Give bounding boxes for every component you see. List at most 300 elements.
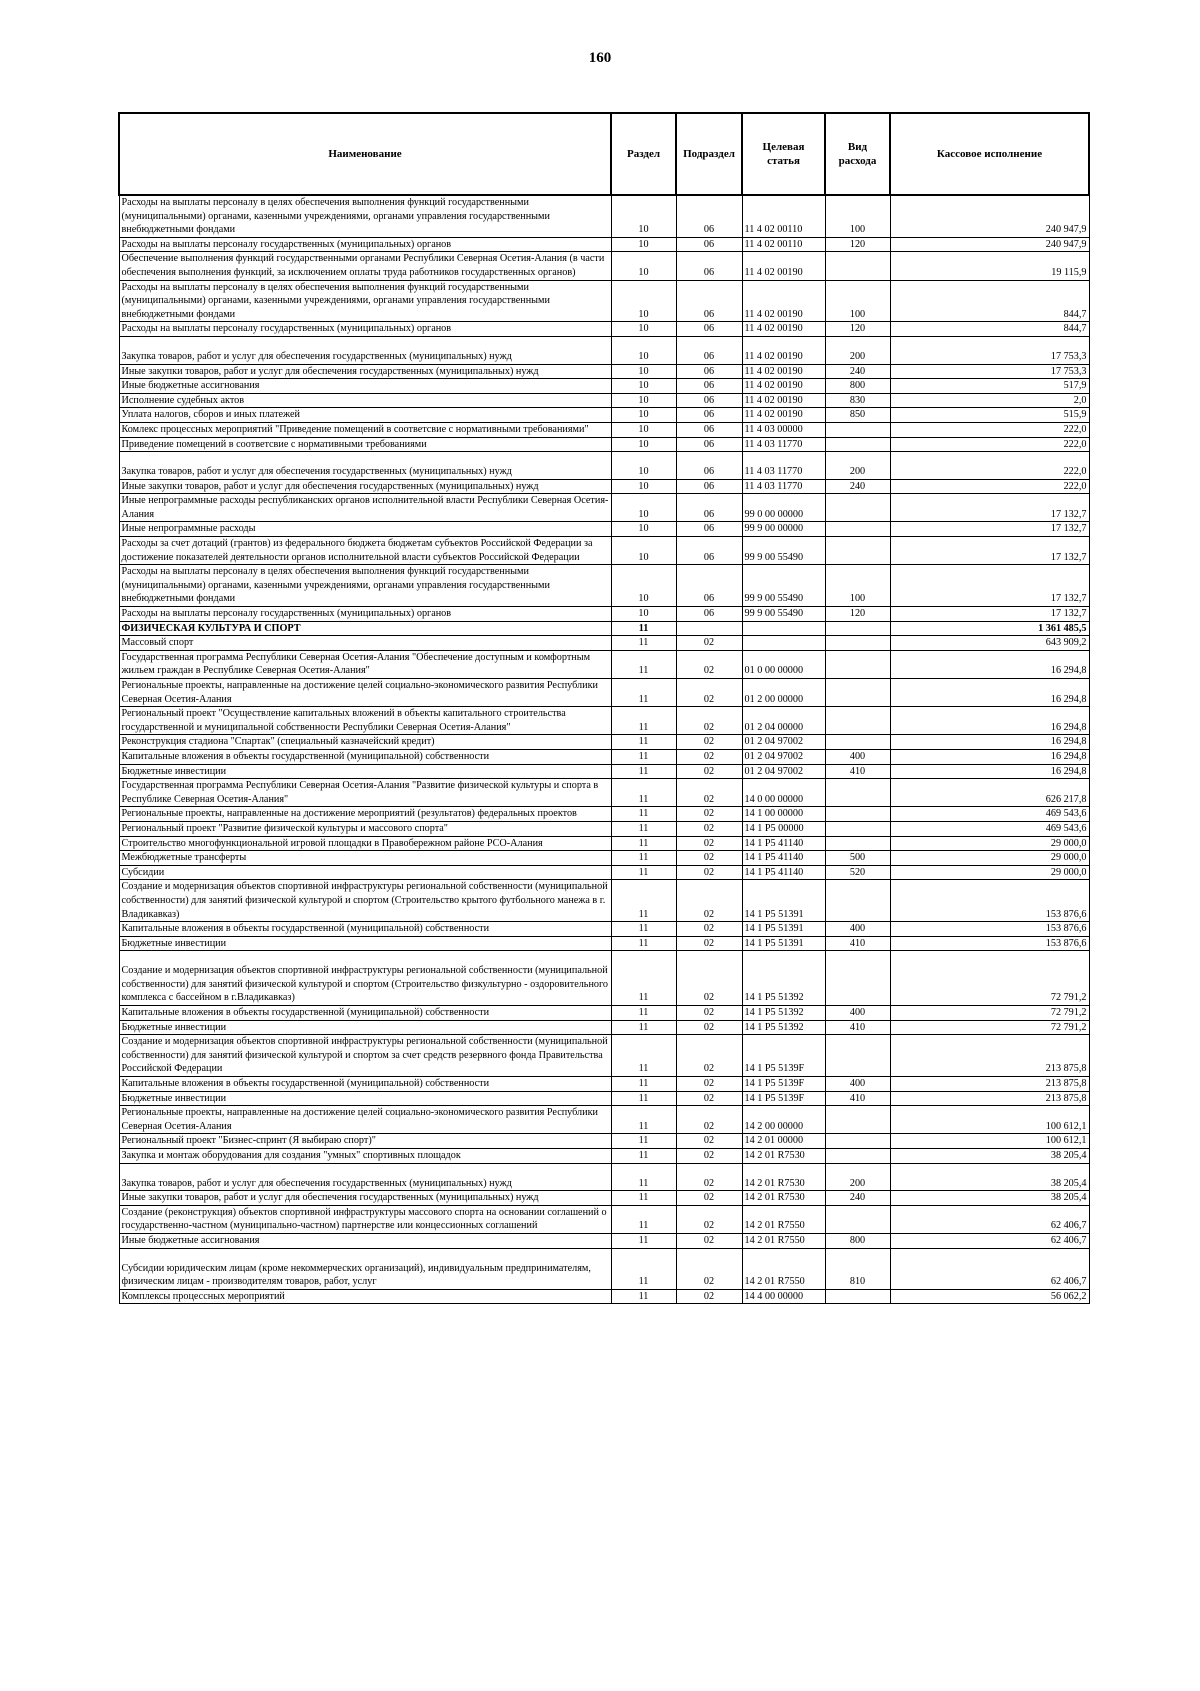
table-row (119, 836, 1089, 851)
row-expense-type: 800 (825, 1233, 890, 1248)
table-row (119, 851, 1089, 866)
row-expense-type: 240 (825, 364, 890, 379)
row-expense-type (825, 537, 890, 565)
table-row (119, 951, 1089, 1006)
row-section: 11 (611, 851, 676, 866)
row-amount: 469 543,6 (890, 807, 1089, 822)
row-amount: 17 132,7 (890, 494, 1089, 522)
row-section: 11 (611, 1077, 676, 1092)
row-section: 10 (611, 280, 676, 322)
row-amount: 16 294,8 (890, 707, 1089, 735)
row-target: 11 4 03 00000 (742, 422, 825, 437)
row-target: 11 4 02 00190 (742, 280, 825, 322)
row-expense-type (825, 836, 890, 851)
row-section: 11 (611, 1106, 676, 1134)
table-row (119, 707, 1089, 735)
row-amount: 16 294,8 (890, 764, 1089, 779)
row-name: Расходы на выплаты персоналу государственных (муниципальных) органов (119, 322, 611, 337)
header-subsection: Подраздел (676, 113, 742, 195)
row-section: 10 (611, 336, 676, 364)
row-expense-type (825, 650, 890, 678)
row-name: Комлекс процессных мероприятий "Приведение помещений в соответсвие с нормативными требованиями" (119, 422, 611, 437)
row-name: Капитальные вложения в объекты государственной (муниципальной) собственности (119, 749, 611, 764)
row-amount: 19 115,9 (890, 252, 1089, 280)
row-subsection: 02 (676, 1233, 742, 1248)
row-name: Расходы за счет дотаций (грантов) из федерального бюджета бюджетам субъектов Российской Федерации за достижение показателей деятельности органов исполнительной власти субъектов Российской Федерации (119, 537, 611, 565)
row-target: 11 4 02 00190 (742, 252, 825, 280)
row-amount: 38 205,4 (890, 1149, 1089, 1164)
row-subsection: 02 (676, 922, 742, 937)
row-expense-type: 120 (825, 322, 890, 337)
table-row (119, 922, 1089, 937)
row-section: 11 (611, 1149, 676, 1164)
row-target: 14 1 P5 51391 (742, 922, 825, 937)
row-subsection (676, 621, 742, 636)
row-target: 14 1 P5 5139F (742, 1035, 825, 1077)
row-subsection: 02 (676, 951, 742, 1006)
row-amount: 17 132,7 (890, 537, 1089, 565)
row-name: Межбюджетные трансферты (119, 851, 611, 866)
header-row (119, 113, 1089, 195)
row-name: Иные закупки товаров, работ и услуг для обеспечения государственных (муниципальных) нужд (119, 479, 611, 494)
row-section: 11 (611, 1289, 676, 1304)
row-expense-type (825, 522, 890, 537)
row-amount: 240 947,9 (890, 237, 1089, 252)
row-expense-type (825, 821, 890, 836)
row-target: 14 2 01 R7550 (742, 1205, 825, 1233)
row-name: Иные бюджетные ассигнования (119, 1233, 611, 1248)
table-row (119, 1006, 1089, 1021)
row-name: Региональные проекты, направленные на достижение целей социально-экономического развития Республики Северная Осетия-Алания (119, 679, 611, 707)
row-section: 10 (611, 252, 676, 280)
row-name: Региональный проект "Развитие физической культуры и массового спорта" (119, 821, 611, 836)
table-row (119, 237, 1089, 252)
row-section: 11 (611, 650, 676, 678)
row-target: 01 2 04 97002 (742, 764, 825, 779)
table-row (119, 437, 1089, 452)
row-amount: 56 062,2 (890, 1289, 1089, 1304)
row-target: 14 2 01 R7530 (742, 1163, 825, 1191)
table-row (119, 865, 1089, 880)
row-target: 14 1 00 00000 (742, 807, 825, 822)
header-target: Целевая статья (742, 113, 825, 195)
table-row (119, 1091, 1089, 1106)
header-section: Раздел (611, 113, 676, 195)
row-amount: 222,0 (890, 479, 1089, 494)
row-name: Региональные проекты, направленные на достижение целей социально-экономического развития Республики Северная Осетия-Алания (119, 1106, 611, 1134)
row-target: 14 1 P5 51392 (742, 1006, 825, 1021)
table-row (119, 522, 1089, 537)
row-subsection: 06 (676, 607, 742, 622)
row-amount: 213 875,8 (890, 1091, 1089, 1106)
row-amount: 17 753,3 (890, 336, 1089, 364)
table-body (119, 195, 1089, 1304)
row-section: 10 (611, 364, 676, 379)
row-expense-type: 500 (825, 851, 890, 866)
row-section: 10 (611, 322, 676, 337)
row-expense-type: 200 (825, 336, 890, 364)
row-name: Бюджетные инвестиции (119, 1091, 611, 1106)
row-target: 11 4 02 00190 (742, 364, 825, 379)
row-amount: 240 947,9 (890, 195, 1089, 237)
row-amount: 153 876,6 (890, 922, 1089, 937)
row-expense-type: 100 (825, 565, 890, 607)
row-amount: 222,0 (890, 437, 1089, 452)
header-name: Наименование (119, 113, 611, 195)
row-amount: 29 000,0 (890, 865, 1089, 880)
row-amount: 844,7 (890, 280, 1089, 322)
row-subsection: 02 (676, 679, 742, 707)
row-name: Иные закупки товаров, работ и услуг для обеспечения государственных (муниципальных) нужд (119, 364, 611, 379)
row-amount: 100 612,1 (890, 1106, 1089, 1134)
row-name: Закупка и монтаж оборудования для создания "умных" спортивных площадок (119, 1149, 611, 1164)
table-row (119, 1233, 1089, 1248)
row-target: 14 4 00 00000 (742, 1289, 825, 1304)
row-target: 01 2 00 00000 (742, 679, 825, 707)
row-expense-type: 850 (825, 408, 890, 423)
table-row (119, 494, 1089, 522)
row-section: 11 (611, 621, 676, 636)
row-subsection: 06 (676, 437, 742, 452)
table-row (119, 1134, 1089, 1149)
row-name: Бюджетные инвестиции (119, 1020, 611, 1035)
row-target: 14 1 P5 41140 (742, 836, 825, 851)
row-expense-type (825, 807, 890, 822)
row-expense-type: 410 (825, 1091, 890, 1106)
row-subsection: 02 (676, 1149, 742, 1164)
row-name: Бюджетные инвестиции (119, 936, 611, 951)
row-target: 99 9 00 55490 (742, 537, 825, 565)
table-row (119, 1248, 1089, 1289)
row-name: Строительство многофункциональной игровой площадки в Правобережном районе РСО-Алания (119, 836, 611, 851)
row-section: 10 (611, 494, 676, 522)
row-amount: 38 205,4 (890, 1191, 1089, 1206)
header-expense-type: Вид расхода (825, 113, 890, 195)
row-expense-type (825, 1149, 890, 1164)
row-amount: 17 753,3 (890, 364, 1089, 379)
row-expense-type (825, 422, 890, 437)
table-row (119, 636, 1089, 651)
row-expense-type: 400 (825, 749, 890, 764)
row-section: 10 (611, 452, 676, 480)
row-amount: 62 406,7 (890, 1233, 1089, 1248)
row-name: Капитальные вложения в объекты государственной (муниципальной) собственности (119, 1077, 611, 1092)
row-target: 14 2 01 R7550 (742, 1233, 825, 1248)
row-target: 11 4 03 11770 (742, 452, 825, 480)
row-target: 14 1 P5 5139F (742, 1091, 825, 1106)
row-amount: 72 791,2 (890, 1020, 1089, 1035)
row-name: Обеспечение выполнения функций государственными органами Республики Северная Осетия-Алания (в части обеспечения выполнения функций, за исключением оплаты труда работников государственных органов) (119, 252, 611, 280)
row-subsection: 06 (676, 379, 742, 394)
row-amount: 2,0 (890, 393, 1089, 408)
row-name: Закупка товаров, работ и услуг для обеспечения государственных (муниципальных) нужд (119, 452, 611, 480)
row-subsection: 02 (676, 1289, 742, 1304)
row-target: 11 4 02 00110 (742, 195, 825, 237)
row-name: Региональные проекты, направленные на достижение мероприятий (результатов) федеральных проектов (119, 807, 611, 822)
row-subsection: 06 (676, 408, 742, 423)
row-subsection: 06 (676, 364, 742, 379)
row-expense-type (825, 735, 890, 750)
row-subsection: 02 (676, 1035, 742, 1077)
row-expense-type: 120 (825, 237, 890, 252)
row-subsection: 02 (676, 865, 742, 880)
row-section: 11 (611, 1091, 676, 1106)
row-name: Массовый спорт (119, 636, 611, 651)
table-row (119, 1205, 1089, 1233)
row-amount: 17 132,7 (890, 607, 1089, 622)
row-expense-type: 810 (825, 1248, 890, 1289)
row-section: 10 (611, 195, 676, 237)
table-row (119, 452, 1089, 480)
row-expense-type (825, 1106, 890, 1134)
row-expense-type: 410 (825, 1020, 890, 1035)
table-row (119, 607, 1089, 622)
row-name: Создание и модернизация объектов спортивной инфраструктуры региональной собственности (муниципальной собственности) для занятий физической культурой и спортом (Строительство крытого футбольного манежа в г. Владикавказ) (119, 880, 611, 922)
row-subsection: 02 (676, 821, 742, 836)
row-expense-type: 400 (825, 922, 890, 937)
row-amount: 17 132,7 (890, 565, 1089, 607)
row-target (742, 621, 825, 636)
row-subsection: 06 (676, 237, 742, 252)
row-section: 10 (611, 522, 676, 537)
row-target: 11 4 02 00190 (742, 322, 825, 337)
row-section: 10 (611, 565, 676, 607)
row-section: 11 (611, 922, 676, 937)
row-name: Региональный проект "Осуществление капитальных вложений в объекты капитального строительства государственной и муниципальной собственности Республики Северная Осетия-Алания" (119, 707, 611, 735)
page-number: 160 (588, 50, 612, 66)
row-target: 14 2 01 00000 (742, 1134, 825, 1149)
row-subsection: 02 (676, 650, 742, 678)
row-name: Исполнение судебных актов (119, 393, 611, 408)
table-row (119, 1191, 1089, 1206)
row-expense-type (825, 707, 890, 735)
row-subsection: 02 (676, 779, 742, 807)
row-section: 10 (611, 422, 676, 437)
row-section: 11 (611, 749, 676, 764)
row-subsection: 02 (676, 1205, 742, 1233)
row-expense-type (825, 621, 890, 636)
row-expense-type (825, 679, 890, 707)
row-amount: 17 132,7 (890, 522, 1089, 537)
row-expense-type: 240 (825, 1191, 890, 1206)
row-amount: 469 543,6 (890, 821, 1089, 836)
row-section: 10 (611, 393, 676, 408)
row-name: Создание и модернизация объектов спортивной инфраструктуры региональной собственности (муниципальной собственности) для занятий физической культурой и спортом за счет средств резервного фонда Правительства Российской Федерации (119, 1035, 611, 1077)
row-subsection: 06 (676, 522, 742, 537)
row-target: 14 2 00 00000 (742, 1106, 825, 1134)
row-subsection: 06 (676, 393, 742, 408)
row-amount: 38 205,4 (890, 1163, 1089, 1191)
row-name: Расходы на выплаты персоналу в целях обеспечения выполнения функций государственными (муниципальными) органами, казенными учреждениями, органами управления государственными внебюджетными фондами (119, 565, 611, 607)
row-subsection: 06 (676, 565, 742, 607)
row-subsection: 06 (676, 494, 742, 522)
table-row (119, 880, 1089, 922)
row-subsection: 06 (676, 422, 742, 437)
row-expense-type: 100 (825, 280, 890, 322)
row-subsection: 06 (676, 280, 742, 322)
table-row (119, 322, 1089, 337)
row-amount: 153 876,6 (890, 936, 1089, 951)
row-section: 11 (611, 636, 676, 651)
row-subsection: 02 (676, 1163, 742, 1191)
row-target: 01 2 04 97002 (742, 749, 825, 764)
row-amount: 844,7 (890, 322, 1089, 337)
row-expense-type (825, 951, 890, 1006)
table-row (119, 1149, 1089, 1164)
row-amount: 515,9 (890, 408, 1089, 423)
row-target: 11 4 02 00190 (742, 379, 825, 394)
row-target: 14 0 00 00000 (742, 779, 825, 807)
row-expense-type (825, 1134, 890, 1149)
row-amount: 29 000,0 (890, 851, 1089, 866)
row-amount: 16 294,8 (890, 749, 1089, 764)
row-expense-type: 410 (825, 936, 890, 951)
row-expense-type (825, 779, 890, 807)
row-target: 14 1 P5 5139F (742, 1077, 825, 1092)
row-target: 01 2 04 00000 (742, 707, 825, 735)
row-target: 14 1 P5 51391 (742, 936, 825, 951)
row-name: Создание (реконструкция) объектов спортивной инфраструктуры массового спорта на основании соглашений о государственно-частном (муниципально-частном) партнерстве или концессионных соглашений (119, 1205, 611, 1233)
row-subsection: 06 (676, 537, 742, 565)
row-section: 11 (611, 1233, 676, 1248)
row-target: 14 1 P5 51392 (742, 1020, 825, 1035)
table-row (119, 195, 1089, 237)
table-row (119, 1020, 1089, 1035)
row-subsection: 02 (676, 764, 742, 779)
row-name: Закупка товаров, работ и услуг для обеспечения государственных (муниципальных) нужд (119, 1163, 611, 1191)
row-name: Капитальные вложения в объекты государственной (муниципальной) собственности (119, 922, 611, 937)
row-amount: 517,9 (890, 379, 1089, 394)
row-amount: 100 612,1 (890, 1134, 1089, 1149)
row-name: Уплата налогов, сборов и иных платежей (119, 408, 611, 423)
row-subsection: 02 (676, 1077, 742, 1092)
row-subsection: 02 (676, 707, 742, 735)
table-row (119, 364, 1089, 379)
row-name: Реконструкция стадиона "Спартак" (специальный казначейский кредит) (119, 735, 611, 750)
row-section: 11 (611, 807, 676, 822)
row-subsection: 02 (676, 1134, 742, 1149)
table-row (119, 252, 1089, 280)
table-row (119, 679, 1089, 707)
row-name: Расходы на выплаты персоналу государственных (муниципальных) органов (119, 607, 611, 622)
row-amount: 16 294,8 (890, 650, 1089, 678)
row-expense-type (825, 1035, 890, 1077)
row-target: 99 0 00 00000 (742, 494, 825, 522)
row-amount: 72 791,2 (890, 1006, 1089, 1021)
row-amount: 213 875,8 (890, 1035, 1089, 1077)
row-amount: 626 217,8 (890, 779, 1089, 807)
row-expense-type (825, 1289, 890, 1304)
row-subsection: 02 (676, 1106, 742, 1134)
row-subsection: 06 (676, 336, 742, 364)
row-expense-type (825, 636, 890, 651)
row-section: 11 (611, 821, 676, 836)
row-subsection: 02 (676, 807, 742, 822)
row-subsection: 02 (676, 836, 742, 851)
row-section: 10 (611, 237, 676, 252)
table-row (119, 936, 1089, 951)
row-name: Бюджетные инвестиции (119, 764, 611, 779)
row-expense-type: 520 (825, 865, 890, 880)
row-section: 11 (611, 1191, 676, 1206)
row-subsection: 02 (676, 636, 742, 651)
row-name: Региональный проект "Бизнес-спринт (Я выбираю спорт)" (119, 1134, 611, 1149)
table-row (119, 537, 1089, 565)
row-target: 14 1 P5 41140 (742, 851, 825, 866)
row-subsection: 06 (676, 322, 742, 337)
table-row (119, 764, 1089, 779)
table-row (119, 1289, 1089, 1304)
table-row (119, 650, 1089, 678)
row-target: 99 9 00 55490 (742, 565, 825, 607)
table-row (119, 393, 1089, 408)
row-name: Государственная программа Республики Северная Осетия-Алания "Развитие физической культуры и спорта в Республике Северная Осетия-Алания" (119, 779, 611, 807)
row-target: 99 9 00 55490 (742, 607, 825, 622)
table-row (119, 1035, 1089, 1077)
table-row (119, 621, 1089, 636)
row-section: 11 (611, 764, 676, 779)
row-amount: 29 000,0 (890, 836, 1089, 851)
row-subsection: 02 (676, 936, 742, 951)
row-section: 11 (611, 679, 676, 707)
row-expense-type (825, 437, 890, 452)
row-amount: 16 294,8 (890, 735, 1089, 750)
row-expense-type: 120 (825, 607, 890, 622)
row-name: ФИЗИЧЕСКАЯ КУЛЬТУРА И СПОРТ (119, 621, 611, 636)
row-subsection: 02 (676, 1091, 742, 1106)
row-section: 10 (611, 437, 676, 452)
row-target: 11 4 03 11770 (742, 437, 825, 452)
row-name: Комплексы процессных мероприятий (119, 1289, 611, 1304)
row-amount: 72 791,2 (890, 951, 1089, 1006)
row-section: 11 (611, 735, 676, 750)
row-subsection: 02 (676, 1191, 742, 1206)
row-target: 14 2 01 R7530 (742, 1149, 825, 1164)
row-amount: 643 909,2 (890, 636, 1089, 651)
row-section: 11 (611, 865, 676, 880)
row-name: Иные непрограммные расходы (119, 522, 611, 537)
table-row (119, 1077, 1089, 1092)
row-target: 11 4 02 00190 (742, 336, 825, 364)
row-name: Субсидии юридическим лицам (кроме некоммерческих организаций), индивидуальным предпринимателям, физическим лицам - производителям товаров, работ, услуг (119, 1248, 611, 1289)
row-section: 11 (611, 836, 676, 851)
row-name: Расходы на выплаты персоналу государственных (муниципальных) органов (119, 237, 611, 252)
row-target: 11 4 02 00190 (742, 393, 825, 408)
row-target: 11 4 02 00190 (742, 408, 825, 423)
row-target: 14 1 P5 51392 (742, 951, 825, 1006)
row-subsection: 06 (676, 252, 742, 280)
row-expense-type (825, 880, 890, 922)
row-section: 10 (611, 379, 676, 394)
row-expense-type: 410 (825, 764, 890, 779)
row-subsection: 02 (676, 1006, 742, 1021)
row-expense-type: 100 (825, 195, 890, 237)
row-name: Расходы на выплаты персоналу в целях обеспечения выполнения функций государственными (муниципальными) органами, казенными учреждениями, органами управления государственными внебюджетными фондами (119, 280, 611, 322)
row-amount: 1 361 485,5 (890, 621, 1089, 636)
row-name: Приведение помещений в соответсвие с нормативными требованиями (119, 437, 611, 452)
row-target: 11 4 02 00110 (742, 237, 825, 252)
row-section: 11 (611, 1163, 676, 1191)
header-amount: Кассовое исполнение (890, 113, 1089, 195)
table-row (119, 1106, 1089, 1134)
row-target: 01 0 00 00000 (742, 650, 825, 678)
row-name: Капитальные вложения в объекты государственной (муниципальной) собственности (119, 1006, 611, 1021)
row-amount: 222,0 (890, 422, 1089, 437)
row-amount: 62 406,7 (890, 1205, 1089, 1233)
row-target: 14 2 01 R7550 (742, 1248, 825, 1289)
row-subsection: 02 (676, 749, 742, 764)
row-name: Закупка товаров, работ и услуг для обеспечения государственных (муниципальных) нужд (119, 336, 611, 364)
